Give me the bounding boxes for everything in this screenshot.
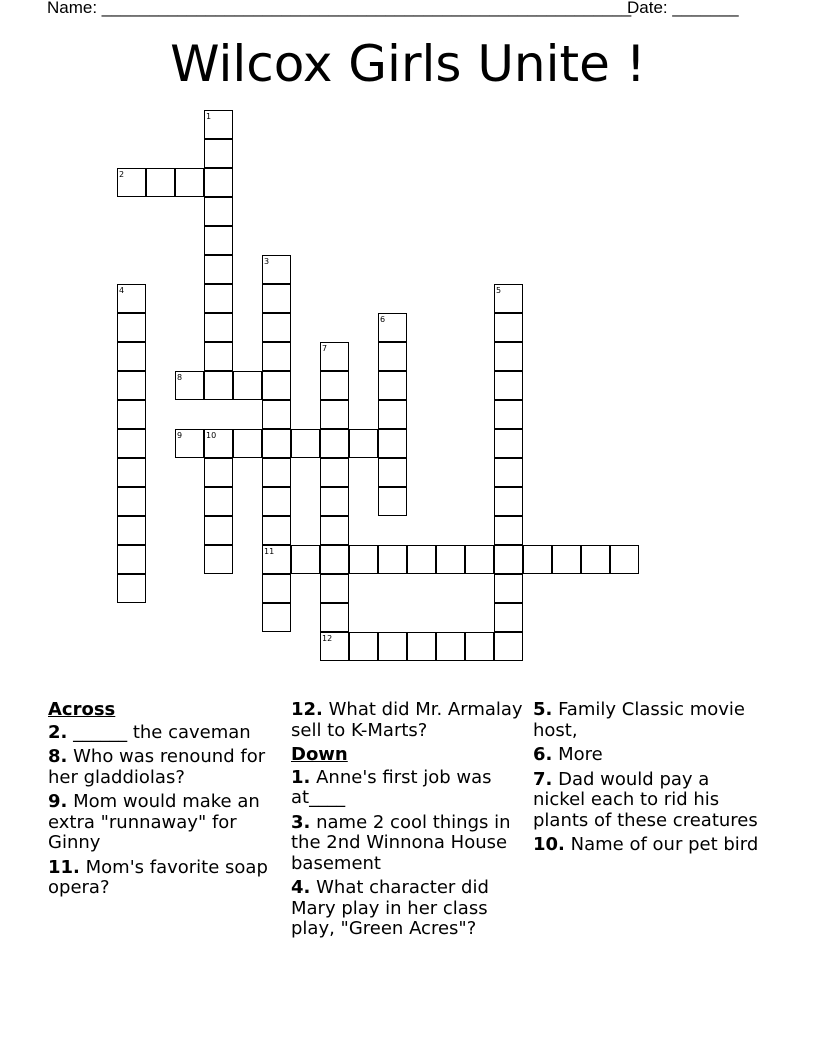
crossword-cell[interactable] [262, 458, 291, 487]
crossword-cell[interactable] [378, 458, 407, 487]
date-field-label: Date: _______ [627, 0, 739, 17]
clue-text: Dad would pay a nickel each to rid his plants of these creatures [533, 768, 758, 831]
crossword-cell[interactable] [378, 371, 407, 400]
cell-number-label: 8 [177, 373, 183, 382]
crossword-cell[interactable] [146, 168, 175, 197]
down-heading: Down [291, 744, 348, 765]
cell-number-label: 5 [496, 286, 502, 295]
crossword-cell[interactable] [204, 545, 233, 574]
crossword-cell[interactable] [494, 574, 523, 603]
crossword-cell[interactable] [610, 545, 639, 574]
crossword-cell[interactable] [465, 545, 494, 574]
clue-number: 6. [533, 744, 553, 765]
crossword-cell[interactable] [117, 545, 146, 574]
crossword-cell[interactable] [262, 313, 291, 342]
crossword-cell[interactable] [494, 516, 523, 545]
clue-text: Mom would make an extra "runnaway" for Ginny [48, 791, 260, 853]
crossword-cell[interactable] [117, 342, 146, 371]
crossword-cell[interactable] [233, 429, 262, 458]
page-title: Wilcox Girls Unite ! [170, 35, 646, 93]
crossword-cell[interactable] [378, 545, 407, 574]
crossword-cell[interactable] [349, 545, 378, 574]
crossword-cell[interactable] [117, 400, 146, 429]
cell-number-label: 12 [322, 634, 333, 643]
clue-number: 4. [291, 877, 311, 898]
crossword-cell[interactable] [175, 168, 204, 197]
crossword-cell[interactable] [552, 545, 581, 574]
crossword-cell[interactable] [378, 342, 407, 371]
crossword-cell[interactable] [320, 458, 349, 487]
crossword-cell[interactable] [262, 371, 291, 400]
clue-number: 3. [291, 811, 311, 833]
clue-across-8 [48, 747, 280, 788]
crossword-cell[interactable] [320, 603, 349, 632]
cell-number-label: 1 [206, 112, 212, 121]
crossword-cell[interactable] [117, 487, 146, 516]
crossword-cell[interactable] [233, 371, 262, 400]
crossword-cell[interactable] [494, 400, 523, 429]
cell-number-label: 6 [380, 315, 386, 324]
clue-text: Mom's favorite soap opera? [48, 856, 268, 898]
crossword-cell[interactable] [378, 632, 407, 661]
cell-number-label: 2 [119, 170, 125, 179]
crossword-cell[interactable] [204, 487, 233, 516]
clue-number: 12. [291, 699, 323, 720]
name-field-label: Name: ________________________________________________________ [47, 0, 632, 17]
crossword-cell[interactable] [117, 313, 146, 342]
crossword-cell[interactable] [204, 226, 233, 255]
crossword-cell[interactable] [378, 487, 407, 516]
crossword-cell[interactable] [262, 574, 291, 603]
crossword-cell[interactable] [262, 342, 291, 371]
cell-number-label: 10 [206, 431, 217, 440]
crossword-cell[interactable] [204, 313, 233, 342]
clue-down-7 [533, 770, 763, 832]
clue-text: ______ the caveman [73, 721, 251, 743]
crossword-cell[interactable] [436, 632, 465, 661]
crossword-cell[interactable] [581, 545, 610, 574]
crossword-cell[interactable] [320, 400, 349, 429]
crossword-cell[interactable] [117, 429, 146, 458]
crossword-cell[interactable] [407, 632, 436, 661]
crossword-cell[interactable] [494, 342, 523, 371]
crossword-cell[interactable] [494, 545, 523, 574]
crossword-cell[interactable] [291, 429, 320, 458]
crossword-cell[interactable] [523, 545, 552, 574]
clue-down-1 [291, 768, 527, 809]
clue-down-3 [291, 813, 527, 875]
clue-text: Anne's first job was at____ [291, 766, 492, 808]
clue-text: Name of our pet bird [570, 834, 759, 855]
crossword-cell[interactable] [117, 371, 146, 400]
clue-text: What character did Mary play in her class play, "Green Acres"? [291, 877, 489, 939]
cell-number-label: 9 [177, 431, 183, 440]
cell-number-label: 11 [264, 547, 275, 556]
crossword-cell[interactable] [494, 429, 523, 458]
crossword-cell[interactable] [204, 168, 233, 197]
cell-number-label: 7 [322, 344, 328, 353]
crossword-cell[interactable] [204, 371, 233, 400]
clue-across-9 [48, 792, 280, 854]
crossword-cell[interactable] [349, 429, 378, 458]
crossword-cell[interactable] [117, 458, 146, 487]
clue-down-4 [291, 878, 527, 940]
clues-column-3 [533, 700, 763, 860]
clue-down-6 [533, 745, 763, 766]
crossword-cell[interactable] [494, 371, 523, 400]
clue-text: More [558, 744, 603, 765]
crossword-cell[interactable] [320, 516, 349, 545]
crossword-cell[interactable] [262, 429, 291, 458]
clue-number: 8. [48, 746, 68, 767]
crossword-cell[interactable] [494, 458, 523, 487]
clue-number: 9. [48, 791, 68, 812]
clue-across-11 [48, 858, 280, 899]
cell-number-label: 4 [119, 286, 125, 295]
crossword-cell[interactable] [204, 284, 233, 313]
clue-number: 5. [533, 699, 553, 720]
crossword-cell[interactable] [262, 516, 291, 545]
clue-text: Who was renound for her gladdiolas? [48, 746, 266, 788]
clue-text: Family Classic movie host, [533, 699, 745, 741]
clue-text: What did Mr. Armalay sell to K-Marts? [291, 699, 523, 741]
clue-down-5 [533, 700, 763, 741]
clue-number: 1. [291, 766, 311, 788]
across-heading: Across [48, 699, 116, 720]
crossword-cell[interactable] [204, 342, 233, 371]
clues-column-1 [48, 700, 280, 903]
crossword-cell[interactable] [320, 371, 349, 400]
crossword-cell[interactable] [291, 545, 320, 574]
crossword-cell[interactable] [204, 255, 233, 284]
crossword-cell[interactable] [494, 487, 523, 516]
crossword-cell[interactable] [320, 429, 349, 458]
crossword-cell[interactable] [465, 632, 494, 661]
crossword-cell[interactable] [204, 197, 233, 226]
crossword-cell[interactable] [436, 545, 465, 574]
clue-across-12 [291, 700, 527, 741]
crossword-cell[interactable] [262, 603, 291, 632]
crossword-cell[interactable] [117, 574, 146, 603]
clue-across-2 [48, 723, 280, 744]
cell-number-label: 3 [264, 257, 270, 266]
crossword-cell[interactable] [349, 632, 378, 661]
crossword-cell[interactable] [378, 400, 407, 429]
clue-text: name 2 cool things in the 2nd Winnona House basement [291, 811, 511, 874]
crossword-cell[interactable] [204, 458, 233, 487]
crossword-cell[interactable] [494, 632, 523, 661]
crossword-cell[interactable] [262, 284, 291, 313]
crossword-cell[interactable] [204, 516, 233, 545]
crossword-cell[interactable] [320, 574, 349, 603]
crossword-cell[interactable] [494, 313, 523, 342]
crossword-cell[interactable] [117, 516, 146, 545]
clue-number: 11. [48, 856, 80, 878]
clue-number: 10. [533, 834, 565, 855]
crossword-cell[interactable] [262, 487, 291, 516]
crossword-cell[interactable] [262, 400, 291, 429]
crossword-cell[interactable] [320, 487, 349, 516]
clue-down-10 [533, 835, 763, 856]
clues-column-2 [291, 700, 527, 944]
crossword-cell[interactable] [320, 545, 349, 574]
clue-number: 2. [48, 721, 68, 743]
crossword-cell[interactable] [494, 603, 523, 632]
crossword-cell[interactable] [407, 545, 436, 574]
clue-number: 7. [533, 768, 553, 790]
crossword-cell[interactable] [378, 429, 407, 458]
crossword-cell[interactable] [204, 139, 233, 168]
